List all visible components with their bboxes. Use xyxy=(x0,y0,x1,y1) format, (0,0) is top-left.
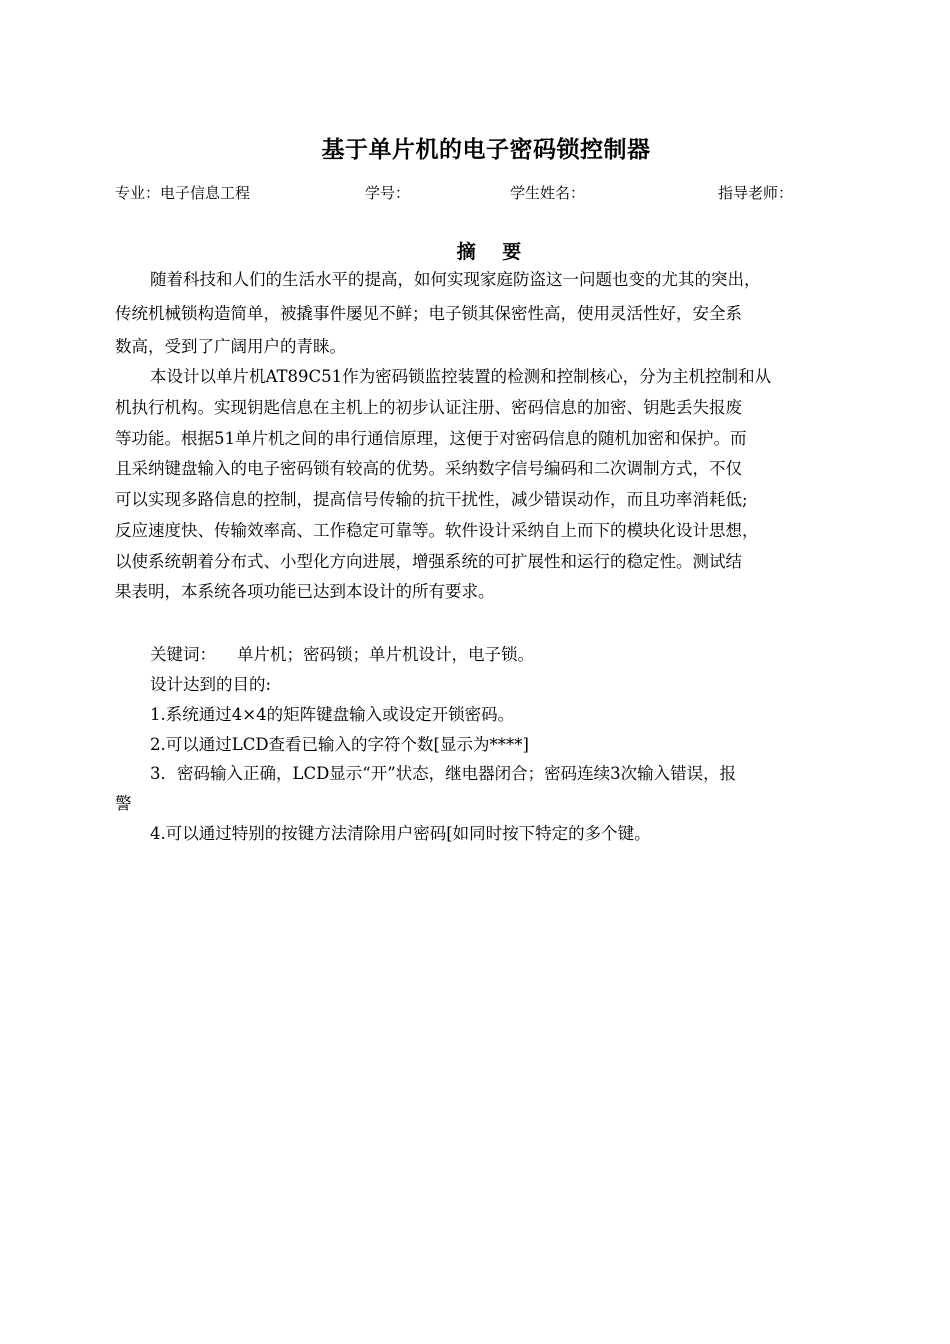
goal-item: 1.系统通过4×4的矩阵键盘输入或设定开锁密码。 xyxy=(150,705,515,724)
keywords: 关键词： 单片机；密码锁；单片机设计，电子锁。 xyxy=(150,645,534,664)
abstract-line: 果表明，本系统各项功能已达到本设计的所有要求。 xyxy=(115,582,495,601)
document-title: 基于单片机的电子密码锁控制器 xyxy=(321,137,651,163)
meta-student-name: 学生姓名： xyxy=(510,184,586,202)
abstract-line: 传统机械锁构造简单，被撬事件屡见不鲜；电子锁其保密性高，使用灵活性好，安全系 xyxy=(115,304,742,323)
abstract-line: 反应速度快、传输效率高、工作稳定可靠等。软件设计采纳自上而下的模块化设计思想， xyxy=(115,521,759,540)
meta-student-id: 学号： xyxy=(365,184,411,202)
meta-major: 专业：电子信息工程 xyxy=(115,184,251,202)
goals-heading: 设计达到的目的: xyxy=(150,675,272,694)
abstract-line: 等功能。根据51单片机之间的串行通信原理，这便于对密码信息的随机加密和保护。而 xyxy=(115,429,747,448)
goal-item: 4.可以通过特别的按键方法清除用户密码[如同时按下特定的多个键。 xyxy=(150,824,651,843)
abstract-line: 可以实现多路信息的控制，提高信号传输的抗干扰性，减少错误动作，而且功率消耗低; xyxy=(115,490,748,509)
meta-advisor: 指导老师： xyxy=(718,184,794,202)
abstract-line: 数高，受到了广阔用户的青睐。 xyxy=(115,337,346,356)
goal-item-continuation: 警 xyxy=(115,794,132,813)
abstract-line: 随着科技和人们的生活水平的提高，如何实现家庭防盗这一问题也变的尤其的突出， xyxy=(150,270,761,289)
goal-item: 2.可以通过LCD查看已输入的字符个数[显示为****] xyxy=(150,735,529,754)
goal-item: 3．密码输入正确，LCD显示“开”状态，继电器闭合；密码连续3次输入错误，报 xyxy=(150,764,737,783)
abstract-line: 机执行机构。实现钥匙信息在主机上的初步认证注册、密码信息的加密、钥匙丢失报废 xyxy=(115,398,742,417)
abstract-line: 且采纳键盘输入的电子密码锁有较高的优势。采纳数字信号编码和二次调制方式，不仅 xyxy=(115,459,742,478)
abstract-heading: 摘 要 xyxy=(456,241,532,263)
abstract-line: 以使系统朝着分布式、小型化方向进展，增强系统的可扩展性和运行的稳定性。测试结 xyxy=(115,552,742,571)
abstract-line: 本设计以单片机AT89C51作为密码锁监控装置的检测和控制核心，分为主机控制和从 xyxy=(150,367,772,386)
